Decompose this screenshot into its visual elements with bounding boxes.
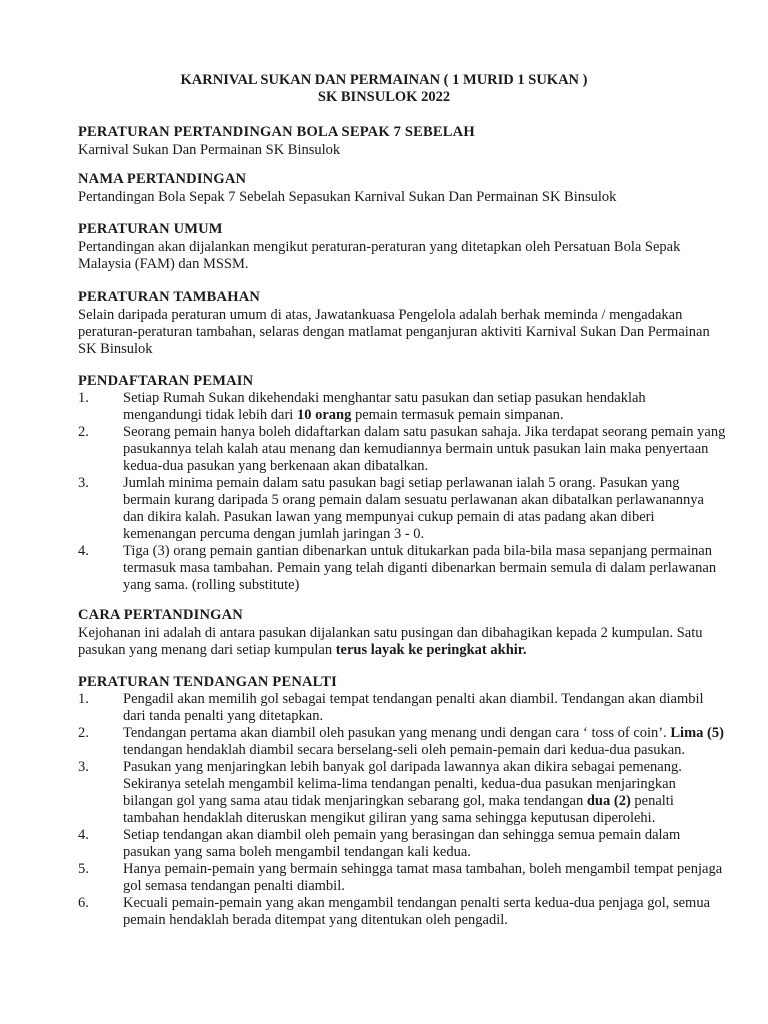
item-text: Tiga (3) orang pemain gantian dibenarkan untuk ditukarkan pada bila-bila masa sepanjang permainan termasuk masa tambahan. Pemain yang telah diganti dibenarkan bermain semula di dalam perlawanan yang sama. (rolling substitute) (123, 543, 717, 593)
section-pendaftaran-pemain (78, 373, 728, 594)
section-text: Selain daripada peraturan umum di atas, Jawatankuasa Pengelola adalah berhak meminda / mengadakan peraturan-peraturan tambahan, selaras dengan matlamat penganjuran aktiviti Karnival Sukan Dan Permainan SK Binsulok (78, 307, 710, 357)
item-text: Hanya pemain-pemain yang bermain sehingga tamat masa tambahan, boleh mengambil tempat penjaga gol semasa tendangan penalti diambil. (123, 861, 723, 894)
list-item (78, 725, 728, 759)
section-heading: PERATURAN TAMBAHAN (78, 289, 261, 305)
item-number: 2. (78, 424, 89, 440)
item-text: tendangan hendaklah diambil secara berselang-seli oleh pemain-pemain dari kedua-dua pasukan. (123, 742, 686, 758)
document-subtitle: SK BINSULOK 2022 (317, 89, 451, 105)
item-text: Jumlah minima pemain dalam satu pasukan bagi setiap perlawanan ialah 5 orang. Pasukan yang bermain kurang daripada 5 orang pemain dalam sesuatu perlawanan akan dibatalkan perlawanannya dan dikira kalah. Pasukan lawan yang mempunyai cukup pemain di atas padang akan diberi kemenangan percuma dengan jumlah jaringan 3 - 0. (123, 475, 704, 542)
list-item (78, 759, 728, 827)
item-text: Pengadil akan memilih gol sebagai tempat tendangan penalti akan diambil. Tendangan akan diambil dari tanda penalti yang ditetapkan. (123, 691, 704, 724)
section-heading: PERATURAN PERTANDINGAN BOLA SEPAK 7 SEBELAH (78, 124, 475, 140)
list-item (78, 390, 728, 424)
item-number: 6. (78, 895, 89, 911)
section-text-bold: terus layak ke peringkat akhir. (335, 642, 527, 658)
item-text: Seorang pemain hanya boleh didaftarkan dalam satu pasukan sahaja. Jika terdapat seorang pemain yang pasukannya telah kalah atau menang dan kemudiannya bermain untuk pasukan lain maka penyertaan kedua-dua pasukan yang berkenaan akan dibatalkan. (123, 424, 726, 474)
section-heading: CARA PERTANDINGAN (78, 607, 243, 623)
item-number: 5. (78, 861, 89, 877)
item-text: Setiap Rumah Sukan dikehendaki menghantar satu pasukan dan setiap pasukan hendaklah mengandungi tidak lebih dari (123, 390, 646, 423)
section-nama-pertandingan (78, 171, 728, 206)
item-number: 1. (78, 390, 89, 406)
section-peraturan-umum (78, 221, 728, 273)
list-item (78, 691, 728, 725)
item-number: 1. (78, 691, 89, 707)
item-text: Kecuali pemain-pemain yang akan mengambil tendangan penalti serta kedua-dua penjaga gol, semua pemain hendaklah berada ditempat yang ditentukan oleh pengadil. (123, 895, 711, 928)
list-item (78, 827, 728, 861)
item-text: Pasukan yang menjaringkan lebih banyak gol daripada lawannya akan dikira sebagai pemenang. Sekiranya setelah mengambil kelima-lima tendangan penalti, kedua-dua pasukan menjaringkan bilangan gol yang sama atau tidak menjaringkan sebarang gol, maka tendangan (123, 759, 682, 809)
rules-list (78, 691, 728, 929)
section-text: Karnival Sukan Dan Permainan SK Binsulok (78, 142, 341, 158)
item-text: Setiap tendangan akan diambil oleh pemain yang berasingan dan sehingga semua pemain dalam pasukan yang sama boleh mengambil tendangan kali kedua. (123, 827, 681, 860)
section-tendangan-penalti (78, 674, 728, 929)
rules-list (78, 390, 728, 594)
item-number: 2. (78, 725, 89, 741)
list-item (78, 861, 728, 895)
list-item (78, 895, 728, 929)
list-item (78, 424, 728, 475)
item-text-bold: 10 orang (296, 407, 352, 423)
item-number: 4. (78, 543, 89, 559)
section-text-part: Kejohanan ini adalah di antara pasukan dijalankan satu pusingan dan dibahagikan kepada 2 kumpulan. Satu pasukan yang menang dari setiap kumpulan (78, 625, 703, 658)
list-item (78, 543, 728, 594)
section-heading: PERATURAN UMUM (78, 221, 223, 237)
document-title: KARNIVAL SUKAN DAN PERMAINAN ( 1 MURID 1 SUKAN ) (180, 72, 588, 88)
item-text: penalti tambahan hendaklah diteruskan mengikut giliran yang sama sehingga keputusan diperolehi. (123, 793, 674, 826)
section-heading: PERATURAN TENDANGAN PENALTI (78, 674, 337, 690)
section-cara-pertandingan (78, 607, 728, 659)
item-text-bold: Lima (5) (670, 725, 724, 741)
item-number: 4. (78, 827, 89, 843)
item-number: 3. (78, 759, 89, 775)
section-peraturan-pertandingan (78, 124, 728, 159)
item-text: pemain termasuk pemain simpanan. (351, 407, 564, 423)
item-text-bold: dua (2) (586, 793, 631, 809)
list-item (78, 475, 728, 543)
item-number: 3. (78, 475, 89, 491)
section-heading: NAMA PERTANDINGAN (78, 171, 247, 187)
section-text: Pertandingan Bola Sepak 7 Sebelah Sepasukan Karnival Sukan Dan Permainan SK Binsulok (78, 189, 617, 205)
section-peraturan-tambahan (78, 289, 728, 358)
section-heading: PENDAFTARAN PEMAIN (78, 373, 254, 389)
item-text: Tendangan pertama akan diambil oleh pasukan yang menang undi dengan cara ‘ toss of coin’. (123, 725, 671, 741)
section-text (78, 625, 728, 659)
section-text: Pertandingan akan dijalankan mengikut peraturan-peraturan yang ditetapkan oleh Persatuan Bola Sepak Malaysia (FAM) dan MSSM. (78, 239, 681, 272)
